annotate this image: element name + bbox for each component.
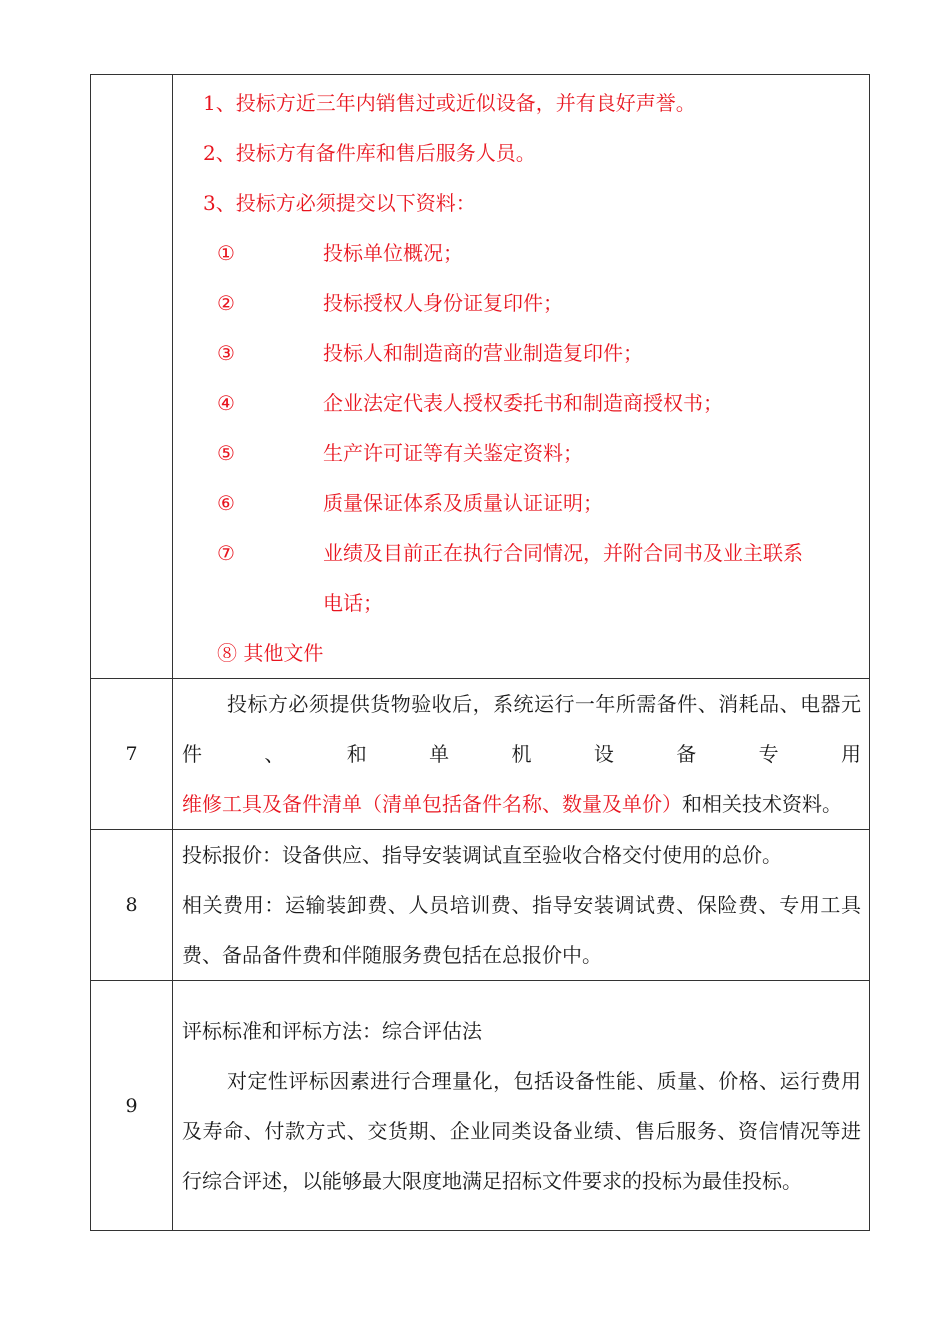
item-marker: ④ — [217, 391, 235, 415]
document-item — [181, 378, 869, 428]
document-item — [181, 428, 869, 478]
document-item — [181, 228, 869, 278]
bid-price-text: 投标报价：设备供应、指导安装调试直至验收合格交付使用的总价。 — [182, 843, 782, 867]
row-number-cell: 8 — [91, 830, 173, 981]
item-marker: ⑤ — [217, 441, 235, 465]
spare-parts-cell — [173, 679, 870, 830]
item-text-continuation: 电话； — [323, 591, 383, 615]
row-number-cell: 7 — [91, 679, 173, 830]
bidder-requirements-cell — [173, 75, 870, 679]
document-item — [181, 328, 869, 378]
evaluation-body: 对定性评标因素进行合理量化，包括设备性能、质量、价格、运行费用及寿命、付款方式、交货期、企业同类设备业绩、售后服务、资信情况等进行综合评述，以能够最大限度地满足招标文件要求的投标为最佳投标。 — [182, 1068, 861, 1193]
document-item — [181, 478, 869, 528]
item-marker: ⑥ — [217, 491, 235, 515]
item-text: 投标授权人身份证复印件； — [323, 291, 563, 315]
item-marker: ⑦ — [217, 541, 235, 565]
table-row — [91, 830, 870, 981]
item-marker: ② — [217, 291, 235, 315]
item-text: 质量保证体系及质量认证证明； — [323, 491, 603, 515]
table-row — [91, 75, 870, 679]
requirements-table — [90, 74, 870, 1231]
document-item: ⑧ 其他文件 — [217, 641, 324, 665]
document-item — [181, 528, 869, 578]
evaluation-heading: 评标标准和评标方法：综合评估法 — [182, 1018, 482, 1043]
table-row — [91, 679, 870, 830]
requirement-item: 2、投标方有备件库和售后服务人员。 — [203, 141, 536, 165]
item-text: 生产许可证等有关鉴定资料； — [323, 441, 583, 465]
bid-price-cell — [173, 830, 870, 981]
item-text: 企业法定代表人授权委托书和制造商授权书； — [323, 391, 723, 415]
requirement-item: 1、投标方近三年内销售过或近似设备，并有良好声誉。 — [203, 91, 696, 115]
item-text: 业绩及目前正在执行合同情况，并附合同书及业主联系 — [323, 541, 803, 565]
requirement-item: 3、投标方必须提交以下资料： — [203, 191, 476, 215]
evaluation-cell — [173, 981, 870, 1231]
item-marker: ① — [217, 241, 235, 265]
item-text: 投标单位概况； — [323, 241, 463, 265]
highlighted-text: 维修工具及备件清单（清单包括备件名称、数量及单价） — [182, 792, 682, 816]
spare-parts-text — [173, 679, 869, 829]
row-number-cell — [91, 75, 173, 679]
related-costs-text: 相关费用：运输装卸费、人员培训费、指导安装调试费、保险费、专用工具费、备品备件费和伴随服务费包括在总报价中。 — [182, 893, 861, 967]
table-row — [91, 981, 870, 1231]
text-segment: 投标方必须提供货物验收后，系统运行一年所需备件、消耗品、电器元件、和单机设备专用 — [182, 692, 861, 766]
item-text: 投标人和制造商的营业制造复印件； — [323, 341, 643, 365]
text-segment: 和相关技术资料。 — [682, 792, 842, 816]
item-marker: ③ — [217, 341, 235, 365]
document-item — [181, 278, 869, 328]
row-number-cell: 9 — [91, 981, 173, 1231]
